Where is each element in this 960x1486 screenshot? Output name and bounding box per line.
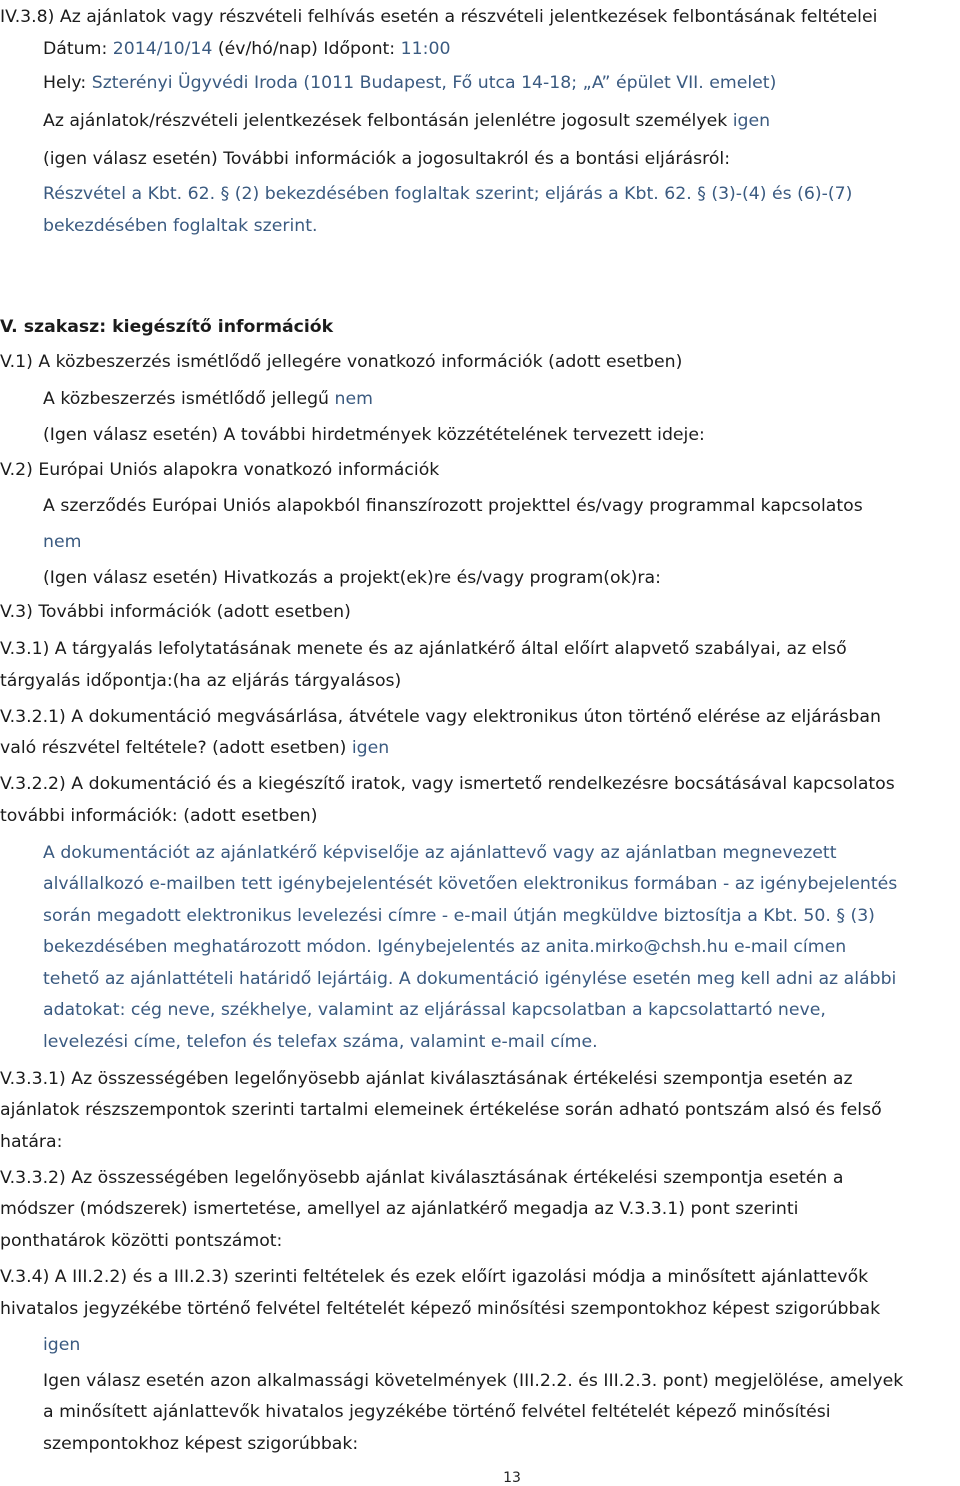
- v3222-answer-line: A dokumentációt az ajánlatkérő képviselője az ajánlattevő vagy az ajánlatban megnevezett: [43, 843, 837, 863]
- v3332-line3: ponthatárok közötti pontszámot:: [0, 1231, 283, 1251]
- v3221-line1: V.3.2.1) A dokumentáció megvásárlása, átvétele vagy elektronikus úton történő elérése az eljárásban: [0, 707, 881, 727]
- v34-followup-line: szempontokhoz képest szigorúbbak:: [43, 1434, 359, 1454]
- v3331-line2: ajánlatok részszempontok szerinti tartalmi elemeinek értékelése során adható pontszám alsó és felső: [0, 1100, 882, 1120]
- v3332-line1: V.3.3.2) Az összességében legelőnyösebb ajánlat kiválasztásának értékelési szempontja esetén a: [0, 1168, 844, 1188]
- v1-recurrence-label: A közbeszerzés ismétlődő jellegű: [43, 389, 335, 409]
- v34-value: igen: [43, 1335, 81, 1355]
- v3-heading: V.3) További információk (adott esetben): [0, 602, 351, 622]
- v1-recurrence-row: [43, 388, 373, 410]
- v3221-value: igen: [351, 738, 390, 758]
- v3222-line1: V.3.2.2) A dokumentáció és a kiegészítő iratok, vagy ismertető rendelkezésre bocsátásával kapcsolatos: [0, 774, 895, 794]
- persons-label: Az ajánlatok/részvételi jelentkezések felbontásán jelenlétre jogosult személyek: [43, 111, 733, 131]
- v3332-line2: módszer (módszerek) ismertetése, amellyel az ajánlatkérő megadja az V.3.3.1) pont szerinti: [0, 1199, 799, 1219]
- persons-row: [43, 110, 770, 132]
- v2-eu-funds-label: A szerződés Európai Uniós alapokból finanszírozott projekttel és/vagy programmal kapcsolatos: [43, 496, 863, 516]
- opening-date-row: [43, 38, 450, 60]
- v1-followup: (Igen válasz esetén) A további hirdetmények közzétételének tervezett ideje:: [43, 425, 705, 445]
- time-value: 11:00: [400, 39, 451, 59]
- v34-line1: V.3.4) A III.2.2) és a III.2.3) szerinti feltételek és ezek előírt igazolási módja a minősített ajánlattevők: [0, 1267, 869, 1287]
- v3222-answer-line: bekezdésében meghatározott módon. Igénybejelentés az anita.mirko@chsh.hu e-mail címen: [43, 937, 847, 957]
- section-heading-iv-3-8: IV.3.8) Az ajánlatok vagy részvételi felhívás esetén a részvételi jelentkezések felbontásának feltételei: [0, 7, 878, 27]
- v34-line2: hivatalos jegyzékébe történő felvétel feltételét képező minősítési szempontokhoz képest szigorúbbak: [0, 1299, 881, 1319]
- v3221-question: való részvétel feltétele? (adott esetben): [0, 738, 352, 758]
- v3331-line3: határa:: [0, 1132, 63, 1152]
- v331-line2: tárgyalás időpontja:(ha az eljárás tárgyalásos): [0, 671, 402, 691]
- v3221-line2: [0, 737, 389, 759]
- v34-followup-line: a minősített ajánlattevők hivatalos jegyzékébe történő felvétel feltételét képező minősítési: [43, 1402, 831, 1422]
- v3222-answer-line: alvállalkozó e-mailben tett igénybejelentését követően elektronikus formában - az igénybejelentés: [43, 874, 898, 894]
- v3222-answer-line: tehető az ajánlattételi határidő lejártáig. A dokumentáció igénylése esetén meg kell adni az alábbi: [43, 969, 897, 989]
- date-value: 2014/10/14: [112, 39, 213, 59]
- v2-eu-funds-value: nem: [43, 532, 82, 552]
- v3222-answer-line: adatokat: cég neve, székhelye, valamint az eljárással kapcsolatban a kapcsolattartó neve,: [43, 1000, 826, 1020]
- v34-followup-line: Igen válasz esetén azon alkalmassági követelmények (III.2.2. és III.2.3. pont) megjelölése, amelyek: [43, 1371, 904, 1391]
- date-label: Dátum:: [43, 39, 113, 59]
- v2-followup: (Igen válasz esetén) Hivatkozás a projekt(ek)re és/vagy program(ok)ra:: [43, 568, 661, 588]
- v1-heading: V.1) A közbeszerzés ismétlődő jellegére vonatkozó információk (adott esetben): [0, 352, 683, 372]
- v1-recurrence-value: nem: [334, 389, 373, 409]
- v3331-line1: V.3.3.1) Az összességében legelőnyösebb ajánlat kiválasztásának értékelési szempontja esetén az: [0, 1069, 853, 1089]
- page-number: 13: [503, 1470, 521, 1486]
- place-label: Hely:: [43, 73, 92, 93]
- place-value: Szterényi Ügyvédi Iroda (1011 Budapest, Fő utca 14-18; „A” épület VII. emelet): [91, 73, 777, 93]
- v3222-answer-line: során megadott elektronikus levelezési címre - e-mail útján megküldve biztosítja a Kbt. 50. § (3): [43, 906, 875, 926]
- opening-place-row: [43, 72, 776, 94]
- section-v-title: V. szakasz: kiegészítő információk: [0, 317, 334, 337]
- date-format-label: (év/hó/nap) Időpont:: [212, 39, 401, 59]
- opening-info-label: (igen válasz esetén) További információk a jogosultakról és a bontási eljárásról:: [43, 149, 731, 169]
- v331-line1: V.3.1) A tárgyalás lefolytatásának menete és az ajánlatkérő által előírt alapvető szabályai, az első: [0, 639, 847, 659]
- opening-info-value-line2: bekezdésében foglaltak szerint.: [43, 216, 318, 236]
- persons-value: igen: [732, 111, 771, 131]
- v2-heading: V.2) Európai Uniós alapokra vonatkozó információk: [0, 460, 440, 480]
- opening-info-value-line1: Részvétel a Kbt. 62. § (2) bekezdésében foglaltak szerint; eljárás a Kbt. 62. § (3)-(4) és (6)-(7): [43, 184, 853, 204]
- v3222-answer-line: levelezési címe, telefon és telefax száma, valamint e-mail címe.: [43, 1032, 598, 1052]
- v3222-line2: további információk: (adott esetben): [0, 806, 318, 826]
